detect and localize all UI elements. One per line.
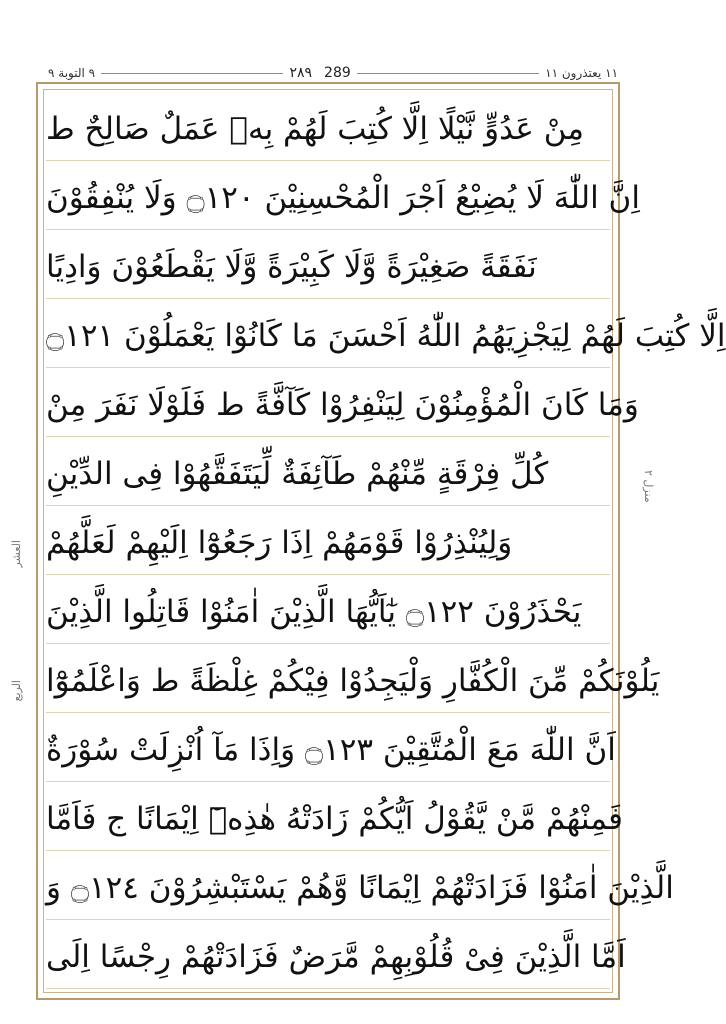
header-divider-right xyxy=(357,73,539,74)
verse-line-4: اِلَّا كُتِبَ لَهُمْ لِيَجْزِيَهُمُ اللّٰهُ اَحْسَنَ مَا كَانُوْا يَعْمَلُوْنَ ۝١٢١ xyxy=(46,305,610,368)
juz-name: ١١ يعتذرون ١١ xyxy=(545,66,619,80)
verse-line-3: نَفَقَةً صَغِيْرَةً وَّلَا كَبِيْرَةً وَّلَا يَقْطَعُوْنَ وَادِيًا xyxy=(46,236,610,299)
page-number: 289 xyxy=(324,65,351,81)
verse-line-10: اَنَّ اللّٰهَ مَعَ الْمُتَّقِيْنَ ۝١٢٣ وَاِذَا مَآ اُنْزِلَتْ سُوْرَةٌ xyxy=(46,719,610,782)
page-header xyxy=(48,62,618,84)
page-number-arabic: ٢٨٩ xyxy=(289,65,313,81)
margin-note-rub: الربع xyxy=(10,680,23,702)
verse-line-9: يَلُوْنَكُمْ مِّنَ الْكُفَّارِ وَلْيَجِدُوْا فِيْكُمْ غِلْظَةً ط وَاعْلَمُوْٓا xyxy=(46,650,610,713)
verse-line-7: وَلِيُنْذِرُوْا قَوْمَهُمْ اِذَا رَجَعُوْٓا اِلَيْهِمْ لَعَلَّهُمْ xyxy=(46,512,610,575)
verse-line-11: فَمِنْهُمْ مَّنْ يَّقُوْلُ اَيُّكُمْ زَادَتْهُ هٰذِهٖٓ اِيْمَانًا ج فَاَمَّا xyxy=(46,788,610,851)
margin-note-manzil: منزل ٢ xyxy=(642,470,655,503)
verse-line-13: اَمَّا الَّذِيْنَ فِىْ قُلُوْبِهِمْ مَّرَضٌ فَزَادَتْهُمْ رِجْسًا اِلَى xyxy=(46,926,610,989)
margin-note-ashr: العشر xyxy=(10,540,23,568)
verse-line-2: اِنَّ اللّٰهَ لَا يُضِيْعُ اَجْرَ الْمُحْسِنِيْنَ ۝١٢٠ وَلَا يُنْفِقُوْنَ xyxy=(46,167,610,230)
verse-line-6: كُلِّ فِرْقَةٍ مِّنْهُمْ طَآئِفَةٌ لِّيَتَفَقَّهُوْا فِى الدِّيْنِ xyxy=(46,443,610,506)
verse-line-1: مِنْ عَدُوٍّ نَّيْلًا اِلَّا كُتِبَ لَهُمْ بِهٖ عَمَلٌ صَالِحٌ ط xyxy=(46,98,610,161)
verse-line-8: يَحْذَرُوْنَ ۝١٢٢ يٰٓاَيُّهَا الَّذِيْنَ اٰمَنُوْا قَاتِلُوا الَّذِيْنَ xyxy=(46,581,610,644)
header-divider-left xyxy=(101,73,283,74)
verse-line-5: وَمَا كَانَ الْمُؤْمِنُوْنَ لِيَنْفِرُوْا كَآفَّةً ط فَلَوْلَا نَفَرَ مِنْ xyxy=(46,374,610,437)
verse-line-12: الَّذِيْنَ اٰمَنُوْا فَزَادَتْهُمْ اِيْمَانًا وَّهُمْ يَسْتَبْشِرُوْنَ ۝١٢٤ وَ xyxy=(46,857,610,920)
surah-name: ٩ التوبة ٩ xyxy=(48,66,96,80)
